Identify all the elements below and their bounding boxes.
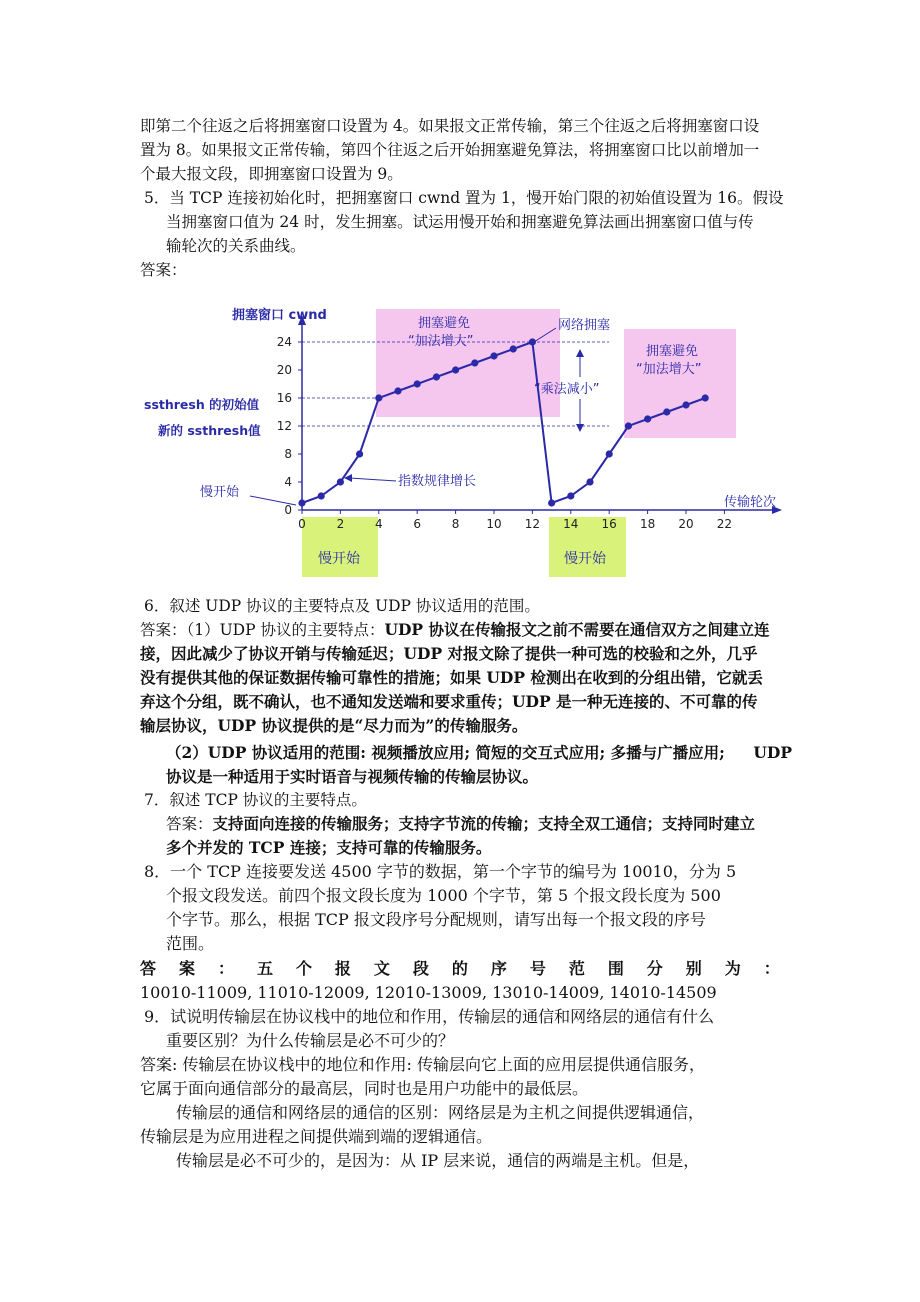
answer-8-heading-char: 报 (334, 959, 351, 978)
answer-8-heading-char: 个 (295, 959, 312, 978)
cwnd-data-point (298, 499, 305, 506)
question-8: 8．一个 TCP 连接要发送 4500 字节的数据，第一个字节的编号为 10010，分为 5 (144, 862, 737, 881)
cwnd-data-point (356, 450, 363, 457)
answer-8-heading-char: 序 (490, 959, 507, 978)
x-tick-label: 0 (298, 517, 306, 531)
cwnd-data-point (414, 380, 421, 387)
cwnd-data-point (682, 401, 689, 408)
y-tick-label: 8 (284, 447, 292, 461)
x-tick-label: 6 (413, 517, 422, 531)
decrease-arrowhead-top (576, 349, 584, 357)
cwnd-data-point (337, 478, 344, 485)
y-tick-label: 20 (276, 363, 292, 377)
answer-6-line: 协议是一种适用于实时语音与视频传输的传输层协议。 (166, 767, 539, 786)
congestion-avoidance-label-2: 拥塞避免 (646, 344, 699, 359)
x-tick-label: 4 (374, 517, 383, 531)
x-tick-label: 22 (716, 517, 733, 531)
answer-8-heading-char: 别 (685, 959, 702, 978)
y-tick-label: 24 (276, 335, 292, 349)
x-tick-label: 20 (678, 517, 694, 531)
answer-6-prefix: 答案：（1）UDP 协议的主要特点： (140, 621, 385, 639)
slow-start-pointer (250, 496, 296, 505)
cwnd-data-point (318, 492, 325, 499)
slow-start-box-label-1: 慢开始 (318, 551, 360, 567)
answer-9-line: 传输层是为应用进程之间提供端到端的逻辑通信。 (140, 1127, 493, 1146)
answer-6-line: 弃这个分组，既不确认，也不通知发送端和要求重传；UDP 是一种无连接的、不可靠的传 (140, 692, 758, 711)
slow-start-left-label: 慢开始 (200, 485, 240, 500)
congestion-window-chart (140, 295, 800, 590)
cwnd-data-point (548, 499, 555, 506)
x-tick-label: 8 (451, 517, 460, 531)
answer-8-heading-char: ： (217, 959, 234, 978)
exponential-growth-label: 指数规律增长 (398, 474, 477, 489)
answer-6-line: 接，因此减少了协议开销与传输延迟；UDP 对报文除了提供一种可选的校验和之外，几乎 (140, 644, 758, 663)
answer-6-line: 输层协议，UDP 协议提供的是“尽力而为”的传输服务。 (140, 716, 528, 735)
text-line: 即第二个往返之后将拥塞窗口设置为 4。如果报文正常传输，第三个往返之后将拥塞窗口设 (140, 117, 760, 135)
x-tick-label: 18 (639, 517, 656, 531)
y-axis-label: 拥塞窗口 cwnd (232, 308, 327, 323)
answer-7-prefix: 答案： (166, 815, 213, 833)
answer-6-range-prefix: （2）UDP 协议适用的范围: (166, 743, 372, 762)
exponential-pointer (350, 478, 396, 481)
question-8-cont: 个字节。那么，根据 TCP 报文段序号分配规则，请写出每一个报文段的序号 (166, 910, 706, 929)
cwnd-data-point (471, 359, 478, 366)
network-congestion-label: 网络拥塞 (558, 318, 611, 333)
text-line: 个最大报文段，即拥塞窗口设置为 9。 (140, 165, 403, 183)
question-5: 5．当 TCP 连接初始化时，把拥塞窗口 cwnd 置为 1，慢开始门限的初始值设置为 16。假设 (144, 189, 784, 207)
answer-8-heading-char: 文 (373, 959, 390, 978)
answer-6-range (166, 741, 792, 765)
answer-9-line: 它属于面向通信部分的最高层，同时也是用户功能中的最低层。 (140, 1079, 589, 1098)
answer-6-bold: UDP 协议在传输报文之前不需要在通信双方之间建立连 (384, 620, 770, 639)
cwnd-data-point (663, 408, 670, 415)
answer-8-heading-char: 五 (256, 959, 273, 978)
answer-8-heading-char: 为 (724, 959, 741, 978)
answer-9-line: 传输层的通信和网络层的通信的区别：网络层是为主机之间提供逻辑通信， (176, 1103, 705, 1122)
cwnd-data-point (606, 450, 613, 457)
answer-7-line (166, 812, 755, 836)
cwnd-data-point (567, 492, 574, 499)
answer-7-bold: 支持面向连接的传输服务；支持字节流的传输；支持全双工通信；支持同时建立 (212, 814, 756, 833)
answer-label: 答案： (140, 261, 187, 279)
answer-8-heading-char: 围 (607, 959, 624, 978)
answer-6-line (140, 618, 769, 642)
answer-8-heading-char: 答 (140, 959, 157, 978)
y-tick-label: 12 (276, 419, 292, 433)
answer-6-range-bold: 视频播放应用; 简短的交互式应用; 多播与广播应用; (371, 743, 725, 762)
cwnd-data-point (394, 387, 401, 394)
text-line: 置为 8。如果报文正常传输，第四个往返之后开始拥塞避免算法，将拥塞窗口比以前增加一 (140, 141, 760, 159)
question-8-cont: 范围。 (166, 934, 215, 953)
x-axis-label: 传输轮次 (724, 495, 777, 510)
cwnd-data-point (586, 478, 593, 485)
answer-8-heading-char: 案 (178, 959, 195, 978)
cwnd-data-point (433, 373, 440, 380)
answer-8-heading-char: 的 (451, 959, 468, 978)
question-8-cont: 个报文段发送。前四个报文段长度为 1000 个字节，第 5 个报文段长度为 500 (166, 886, 721, 905)
answer-8-heading-char: 分 (646, 959, 663, 978)
y-tick-label: 0 (284, 503, 292, 517)
answer-8-ranges: 10010-11009, 11010-12009, 12010-13009, 13010-14009, 14010-14509 (140, 983, 717, 1002)
y-tick-label: 16 (276, 391, 292, 405)
question-9: 9．试说明传输层在协议栈中的地位和作用，传输层的通信和网络层的通信有什么 (144, 1007, 715, 1026)
x-tick-label: 10 (486, 517, 502, 531)
decrease-arrowhead-bottom (576, 424, 584, 432)
cwnd-data-point (644, 415, 651, 422)
question-6: 6．叙述 UDP 协议的主要特点及 UDP 协议适用的范围。 (144, 597, 540, 615)
cwnd-data-point (375, 394, 382, 401)
cwnd-data-point (510, 345, 517, 352)
multiplicative-decrease-label: “乘法减小” (534, 382, 600, 397)
x-tick-label: 16 (601, 517, 617, 531)
question-9-cont: 重要区别？为什么传输层是必不可少的？ (166, 1031, 455, 1050)
x-tick-label: 2 (336, 517, 345, 531)
answer-8-heading (140, 957, 780, 981)
y-tick-label: 4 (284, 475, 292, 489)
answer-6-line: 没有提供其他的保证数据传输可靠性的措施；如果 UDP 检测出在收到的分组出错，它就丢 (140, 668, 763, 687)
answer-8-heading-char: 段 (412, 959, 429, 978)
question-5-cont: 输轮次的关系曲线。 (166, 237, 306, 255)
x-tick-label: 12 (524, 517, 541, 531)
cwnd-data-point (702, 394, 709, 401)
cwnd-data-point (490, 352, 497, 359)
ssthresh-new-label: 新的 ssthresh值 (158, 423, 261, 438)
answer-8-heading-char: ： (763, 959, 780, 978)
ssthresh-initial-label: ssthresh 的初始值 (144, 397, 260, 412)
answer-9-line: 传输层是必不可少的，是因为：从 IP 层来说，通信的两端是主机。但是， (176, 1151, 700, 1170)
cwnd-data-point (452, 366, 459, 373)
answer-7-line: 多个并发的 TCP 连接；支持可靠的传输服务。 (166, 838, 492, 857)
additive-increase-label-1: “加法增大” (408, 334, 474, 349)
cwnd-data-point (625, 422, 632, 429)
slow-start-box-label-2: 慢开始 (564, 551, 606, 567)
answer-8-heading-char: 号 (529, 959, 546, 978)
x-tick-label: 14 (563, 517, 579, 531)
additive-increase-label-2: “加法增大” (636, 362, 702, 377)
answer-6-range-end: UDP (753, 743, 792, 762)
congestion-avoidance-label-1: 拥塞避免 (418, 316, 471, 331)
answer-9-line: 答案: 传输层在协议栈中的地位和作用: 传输层向它上面的应用层提供通信服务， (140, 1055, 705, 1074)
answer-8-heading-char: 范 (568, 959, 585, 978)
question-5-cont: 当拥塞窗口值为 24 时，发生拥塞。试运用慢开始和拥塞避免算法画出拥塞窗口值与传 (166, 213, 754, 231)
question-7: 7．叙述 TCP 协议的主要特点。 (144, 791, 367, 809)
